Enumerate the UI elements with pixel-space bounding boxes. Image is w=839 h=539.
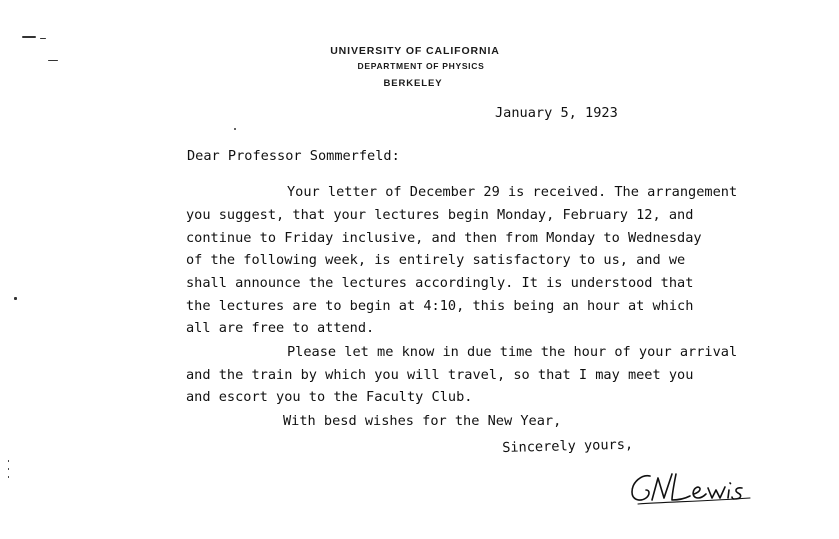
scan-speck	[234, 128, 236, 130]
scan-speck	[22, 36, 36, 38]
signature-stroke	[632, 476, 650, 500]
scan-speck	[40, 38, 46, 39]
paragraph-1-line-4: of the following week, is entirely satisfactory to us, and we	[186, 252, 686, 268]
signature	[628, 468, 768, 508]
paragraph-1-line-7: all are free to attend.	[186, 320, 375, 336]
letter-date: January 5, 1923	[495, 105, 618, 121]
closing-line: With besd wishes for the New Year,	[283, 413, 562, 429]
signature-stroke	[708, 487, 725, 498]
letterhead-city: BERKELEY	[383, 78, 443, 89]
scan-speck	[8, 460, 9, 462]
signature-stroke	[638, 498, 750, 504]
signature-stroke	[672, 474, 690, 500]
paragraph-2-line-2: and the train by which you will travel, so that I may meet you	[186, 367, 694, 383]
letterhead	[290, 42, 540, 95]
scan-speck	[14, 297, 17, 300]
signature-stroke	[693, 487, 706, 498]
paragraph-1-line-1: Your letter of December 29 is received. The arrangement	[287, 184, 738, 200]
paragraph-2-line-3: and escort you to the Faculty Club.	[186, 389, 473, 405]
letterhead-university: UNIVERSITY OF CALIFORNIA	[330, 45, 500, 57]
paragraph-1-line-3: continue to Friday inclusive, and then from Monday to Wednesday	[186, 230, 702, 246]
signature-stroke	[728, 490, 729, 498]
paragraph-1-line-5: shall announce the lectures accordingly. It is understood that	[186, 275, 694, 291]
scan-speck	[8, 476, 9, 478]
letterhead-department: DEPARTMENT OF PHYSICS	[357, 61, 485, 71]
signature-stroke	[732, 488, 742, 499]
scan-speck	[48, 60, 58, 61]
paragraph-1-line-6: the lectures are to begin at 4:10, this being an hour at which	[186, 298, 694, 314]
signoff: Sincerely yours,	[502, 436, 634, 456]
scan-speck	[8, 468, 9, 470]
signature-stroke	[652, 474, 672, 500]
paragraph-1-line-2: you suggest, that your lectures begin Monday, February 12, and	[186, 207, 694, 223]
paragraph-2-line-1: Please let me know in due time the hour of your arrival	[287, 344, 738, 360]
signature-stroke	[730, 483, 731, 484]
salutation: Dear Professor Sommerfeld:	[187, 148, 400, 164]
